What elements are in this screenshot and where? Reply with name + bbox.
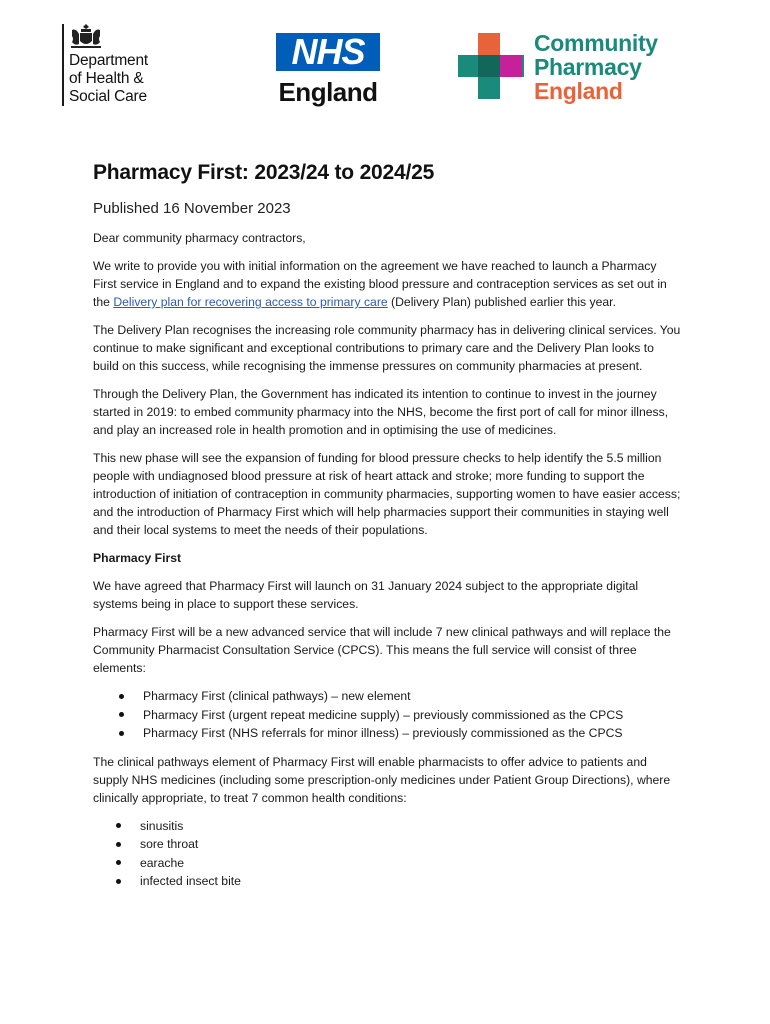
bullet-icon xyxy=(119,694,124,699)
cpe-word-pharmacy: Pharmacy xyxy=(534,54,642,80)
list-item xyxy=(93,854,683,873)
paragraph-launch: We have agreed that Pharmacy First will launch on 31 January 2024 subject to the appropriate digital systems being in place to support these services. xyxy=(93,579,639,611)
intro-text-before: We write to provide you with initial information on the agreement we have reached to launch a Pharmacy First service in England and to expand the existing blood pressure and contraception services as set out in the xyxy=(93,259,667,309)
list-item-text: sinusitis xyxy=(140,818,184,833)
logo-divider xyxy=(62,24,64,106)
paragraph-new-phase: This new phase will see the expansion of funding for blood pressure checks to help identify the 5.5 million people with undiagnosed blood pressure at risk of heart attack and stroke; more funding to support the introduction of initiation of contraception in community pharmacies, supporting women to have easier access; and the introduction of Pharmacy First which will help pharmacies support their communities in staying well and their local systems to meet the needs of their populations. xyxy=(93,451,681,537)
list-item xyxy=(93,706,683,725)
paragraph-advanced-service: Pharmacy First will be a new advanced service that will include 7 new clinical pathways and will replace the Community Pharmacist Consultation Service (CPCS). This means the full service will consist of three elements: xyxy=(93,625,671,675)
nhs-logo-box xyxy=(276,33,380,71)
bullet-icon xyxy=(119,731,124,736)
list-item-text: earache xyxy=(140,855,185,870)
paragraph-delivery-plan: The Delivery Plan recognises the increasing role community pharmacy has in delivering clinical services. You continue to make significant and exceptional contributions to primary care and the Delivery Plan looks to build on this success, while recognising the immense pressures on community pharmacies at present. xyxy=(93,323,681,373)
delivery-plan-link[interactable]: Delivery plan for recovering access to primary care xyxy=(113,295,388,309)
nhs-mark: NHS xyxy=(291,31,365,72)
list-item-text: Pharmacy First (urgent repeat medicine supply) – previously commissioned as the CPCS xyxy=(143,707,624,722)
list-item-text: infected insect bite xyxy=(140,874,241,888)
list-item-text: sore throat xyxy=(140,837,199,851)
list-item xyxy=(93,872,683,891)
community-pharmacy-england-logo xyxy=(458,30,688,104)
cpe-word-england: England xyxy=(534,78,623,104)
intro-paragraph xyxy=(93,257,683,311)
list-item xyxy=(93,724,683,743)
nhs-region: England xyxy=(278,77,378,107)
conditions-list xyxy=(93,817,683,891)
bullet-icon xyxy=(116,860,121,865)
royal-crest-icon xyxy=(68,22,104,50)
nhs-england-logo xyxy=(272,33,382,109)
bullet-icon xyxy=(119,712,124,717)
bullet-icon xyxy=(116,842,121,847)
list-item-text: Pharmacy First (clinical pathways) – new element xyxy=(143,689,411,703)
elements-list xyxy=(93,687,683,743)
published-date: Published 16 November 2023 xyxy=(93,200,291,217)
bullet-icon xyxy=(116,823,121,828)
paragraph-government: Through the Delivery Plan, the Government has indicated its intention to continue to invest in the journey started in 2019: to embed community pharmacy into the NHS, become the first port of call for minor illness, and play an increased role in health promotion and in optimising the use of medicines. xyxy=(93,387,669,437)
cpe-word-community: Community xyxy=(534,30,658,56)
intro-text-after: (Delivery Plan) published earlier this year. xyxy=(387,295,616,309)
list-item xyxy=(93,835,683,854)
dhsc-name: Department of Health & Social Care xyxy=(69,52,148,105)
list-item xyxy=(93,687,683,706)
bullet-icon xyxy=(116,879,121,884)
paragraph-clinical-pathways: The clinical pathways element of Pharmacy First will enable pharmacists to offer advice to patients and supply NHS medicines (including some prescription-only medicines under Patient Group Directions), where clinically appropriate, to treat 7 common health conditions: xyxy=(93,754,671,805)
letter-body xyxy=(93,158,683,891)
page-title: Pharmacy First: 2023/24 to 2024/25 xyxy=(93,161,435,184)
section-heading-pharmacy-first: Pharmacy First xyxy=(93,551,182,565)
cpe-wordmark xyxy=(534,31,658,103)
salutation: Dear community pharmacy contractors, xyxy=(93,231,306,245)
list-item-text: Pharmacy First (NHS referrals for minor illness) – previously commissioned as the CPCS xyxy=(143,726,623,740)
dhsc-logo xyxy=(62,22,174,106)
pharmacy-cross-icon xyxy=(458,33,524,99)
list-item xyxy=(93,817,683,836)
